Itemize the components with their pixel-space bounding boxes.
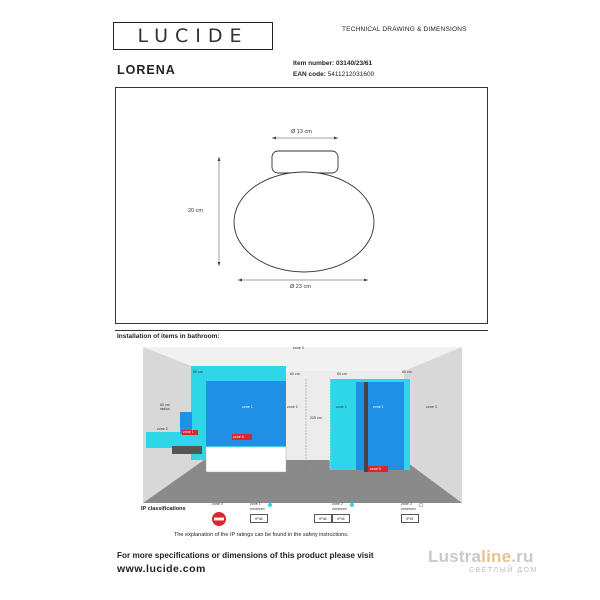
ip-classifications-title: IP classifications	[141, 506, 186, 512]
ip-badge-text: IP44	[255, 516, 263, 521]
ean-label: EAN code:	[293, 71, 326, 78]
document-title: TECHNICAL DRAWING & DIMENSIONS	[342, 26, 467, 33]
zone3-dot-icon	[419, 503, 423, 507]
ip-zone1-sub: minimum	[250, 507, 265, 511]
zone2-left-label: zone 2	[287, 405, 298, 409]
bottom-diameter-label: Ø 23 cm	[290, 284, 311, 290]
dim-60-radius: 60 cm radius	[160, 403, 170, 411]
ip-badge-text: IP44	[337, 516, 345, 521]
zone3-right-label: zone 3	[426, 405, 437, 409]
ip-badge-zone3	[401, 514, 419, 523]
ip-zone3-sub: minimum	[401, 507, 416, 511]
zone1-basin-label: zone 1	[183, 430, 194, 434]
watermark-logo	[428, 547, 534, 567]
dim-225: 225 cm	[310, 416, 322, 420]
watermark-part1: Lustra	[428, 547, 482, 566]
item-number-label: Item number:	[293, 60, 335, 67]
bathroom-title: Installation of items in bathroom:	[117, 333, 220, 340]
watermark-subtitle: СВЕТЛЫЙ ДОМ	[469, 567, 538, 574]
ip-zone1-label: zone 1	[250, 502, 261, 506]
watermark-part2: line	[481, 547, 512, 566]
zone3-top-label: zone 3	[293, 346, 304, 350]
ip-zone2-sub: minimum	[332, 507, 347, 511]
dim-60-a: 60 cm	[193, 370, 203, 374]
ip-badge-text: IP44	[319, 516, 327, 521]
ip-zone3-label: zone 3	[401, 502, 412, 506]
basin-cabinet	[172, 446, 202, 454]
ip-zone2-label: zone 2	[332, 502, 343, 506]
zone1-left-label: zone 1	[242, 405, 253, 409]
zone0-shower-label: zone 0	[370, 467, 381, 471]
website-link[interactable]: www.lucide.com	[117, 563, 206, 575]
zone1-right-area	[356, 382, 404, 470]
ip-badge-zone2-a	[314, 514, 332, 523]
logo-text: LUCIDE	[137, 25, 249, 47]
product-name: LORENA	[117, 63, 176, 77]
bathtub	[206, 447, 286, 472]
zone1-dot-icon	[268, 503, 272, 507]
ip-zone0-label: zone 0	[212, 502, 223, 506]
more-info-text: For more specifications or dimensions of this product please visit	[117, 551, 374, 560]
no-entry-bar	[214, 518, 224, 521]
shower-glass	[364, 382, 368, 472]
ip-explanation-note: The explanation of the IP ratings can be found in the safety instructions.	[174, 532, 349, 538]
zone1-right-label: zone 1	[373, 405, 384, 409]
top-diameter-label: Ø 13 cm	[291, 129, 312, 135]
ip-badge-text: IP21	[406, 516, 414, 521]
ean-value: 5411212031600	[327, 71, 375, 78]
dim-60-b: 60 cm	[290, 372, 300, 376]
zone2-right-label: zone 2	[336, 405, 347, 409]
zone0-bath-label: zone 0	[233, 435, 244, 439]
zone2-basin-label: zone 2	[157, 427, 168, 431]
height-label: 20 cm	[188, 208, 203, 214]
watermark-part3: .ru	[511, 547, 534, 566]
dim-60-c: 60 cm	[337, 372, 347, 376]
zone2-dot-icon	[350, 503, 354, 507]
ip-badge-zone1	[250, 514, 268, 523]
dim-60-d: 60 cm	[402, 370, 412, 374]
ip-badge-zone2-b	[332, 514, 350, 523]
item-number-value: 03140/23/61	[335, 60, 373, 67]
